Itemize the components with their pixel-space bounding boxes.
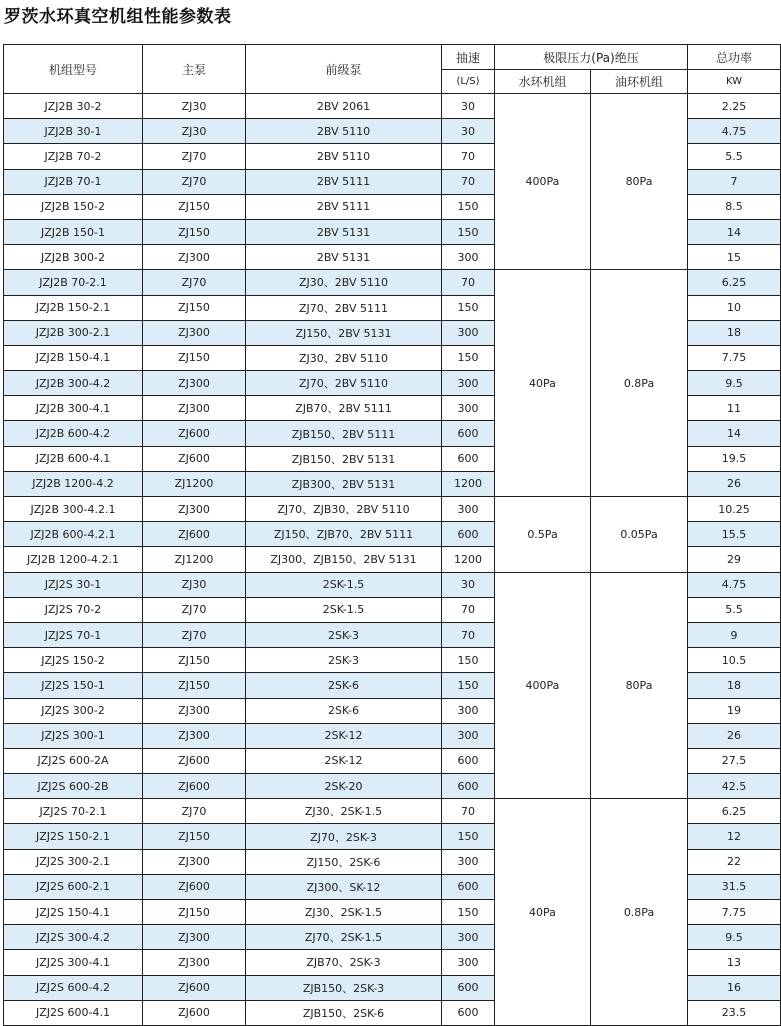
cell-model: JZJ2B 300-2: [4, 245, 143, 270]
cell-backing-pump: 2SK-3: [246, 648, 442, 673]
cell-power: 7: [688, 169, 781, 194]
cell-speed: 30: [442, 572, 495, 597]
cell-main-pump: ZJ300: [143, 698, 246, 723]
cell-main-pump: ZJ600: [143, 446, 246, 471]
cell-backing-pump: 2BV 2061: [246, 94, 442, 119]
cell-backing-pump: ZJ300、ZJB150、2BV 5131: [246, 547, 442, 572]
cell-model: JZJ2S 150-1: [4, 673, 143, 698]
cell-speed: 600: [442, 446, 495, 471]
cell-water-ring-pressure: 400Pa: [495, 572, 591, 799]
cell-speed: 70: [442, 169, 495, 194]
header-oil-ring: 油环机组: [591, 70, 688, 94]
cell-backing-pump: ZJ300、SK-12: [246, 874, 442, 899]
cell-power: 10.25: [688, 497, 781, 522]
cell-main-pump: ZJ150: [143, 900, 246, 925]
cell-backing-pump: 2SK-3: [246, 622, 442, 647]
cell-model: JZJ2B 150-4.1: [4, 345, 143, 370]
cell-speed: 600: [442, 1000, 495, 1025]
cell-main-pump: ZJ300: [143, 950, 246, 975]
cell-power: 19: [688, 698, 781, 723]
cell-model: JZJ2B 150-2.1: [4, 295, 143, 320]
cell-power: 14: [688, 421, 781, 446]
cell-backing-pump: 2SK-12: [246, 748, 442, 773]
cell-water-ring-pressure: 400Pa: [495, 94, 591, 270]
cell-speed: 300: [442, 245, 495, 270]
cell-speed: 600: [442, 975, 495, 1000]
cell-power: 16: [688, 975, 781, 1000]
cell-main-pump: ZJ1200: [143, 547, 246, 572]
cell-backing-pump: ZJ70、2SK-1.5: [246, 925, 442, 950]
cell-model: JZJ2S 300-4.1: [4, 950, 143, 975]
cell-main-pump: ZJ150: [143, 295, 246, 320]
cell-speed: 30: [442, 119, 495, 144]
cell-speed: 1200: [442, 547, 495, 572]
cell-backing-pump: ZJB150、2SK-3: [246, 975, 442, 1000]
cell-main-pump: ZJ300: [143, 371, 246, 396]
cell-speed: 150: [442, 900, 495, 925]
cell-model: JZJ2S 30-1: [4, 572, 143, 597]
cell-model: JZJ2S 300-4.2: [4, 925, 143, 950]
cell-power: 26: [688, 723, 781, 748]
cell-backing-pump: 2SK-1.5: [246, 597, 442, 622]
cell-power: 18: [688, 320, 781, 345]
cell-speed: 150: [442, 673, 495, 698]
header-model: 机组型号: [4, 45, 143, 94]
cell-power: 7.75: [688, 345, 781, 370]
cell-power: 9.5: [688, 925, 781, 950]
cell-speed: 70: [442, 597, 495, 622]
cell-speed: 70: [442, 144, 495, 169]
cell-water-ring-pressure: 40Pa: [495, 270, 591, 497]
cell-speed: 600: [442, 774, 495, 799]
cell-speed: 150: [442, 345, 495, 370]
cell-model: JZJ2S 70-2: [4, 597, 143, 622]
cell-oil-ring-pressure: 80Pa: [591, 94, 688, 270]
cell-power: 6.25: [688, 799, 781, 824]
cell-main-pump: ZJ300: [143, 925, 246, 950]
table-row: [4, 572, 781, 597]
cell-main-pump: ZJ30: [143, 572, 246, 597]
cell-main-pump: ZJ600: [143, 1000, 246, 1025]
cell-model: JZJ2S 150-2.1: [4, 824, 143, 849]
cell-model: JZJ2B 300-4.1: [4, 396, 143, 421]
cell-main-pump: ZJ150: [143, 824, 246, 849]
table-row: [4, 270, 781, 295]
spec-table: [3, 44, 781, 1026]
cell-main-pump: ZJ150: [143, 194, 246, 219]
cell-speed: 1200: [442, 471, 495, 496]
cell-backing-pump: 2SK-6: [246, 673, 442, 698]
cell-speed: 150: [442, 824, 495, 849]
cell-backing-pump: ZJ150、ZJB70、2BV 5111: [246, 522, 442, 547]
cell-model: JZJ2B 300-4.2.1: [4, 497, 143, 522]
cell-power: 23.5: [688, 1000, 781, 1025]
cell-main-pump: ZJ70: [143, 169, 246, 194]
cell-power: 18: [688, 673, 781, 698]
cell-model: JZJ2B 600-4.2.1: [4, 522, 143, 547]
cell-power: 10.5: [688, 648, 781, 673]
cell-model: JZJ2B 70-2.1: [4, 270, 143, 295]
cell-speed: 300: [442, 950, 495, 975]
cell-power: 14: [688, 219, 781, 244]
cell-model: JZJ2S 150-2: [4, 648, 143, 673]
cell-model: JZJ2B 1200-4.2: [4, 471, 143, 496]
header-backing-pump: 前级泵: [246, 45, 442, 94]
cell-speed: 600: [442, 748, 495, 773]
cell-backing-pump: 2BV 5131: [246, 245, 442, 270]
cell-power: 13: [688, 950, 781, 975]
cell-power: 12: [688, 824, 781, 849]
header-power-unit: KW: [688, 70, 781, 94]
cell-speed: 300: [442, 396, 495, 421]
cell-power: 15: [688, 245, 781, 270]
cell-main-pump: ZJ600: [143, 421, 246, 446]
cell-power: 6.25: [688, 270, 781, 295]
cell-main-pump: ZJ300: [143, 723, 246, 748]
cell-main-pump: ZJ300: [143, 497, 246, 522]
cell-water-ring-pressure: 40Pa: [495, 799, 591, 1026]
cell-model: JZJ2B 70-1: [4, 169, 143, 194]
cell-speed: 300: [442, 371, 495, 396]
cell-power: 4.75: [688, 119, 781, 144]
cell-power: 11: [688, 396, 781, 421]
cell-main-pump: ZJ600: [143, 975, 246, 1000]
cell-main-pump: ZJ70: [143, 597, 246, 622]
cell-speed: 300: [442, 849, 495, 874]
cell-speed: 150: [442, 219, 495, 244]
cell-speed: 600: [442, 874, 495, 899]
cell-main-pump: ZJ600: [143, 748, 246, 773]
cell-main-pump: ZJ150: [143, 345, 246, 370]
cell-power: 8.5: [688, 194, 781, 219]
cell-backing-pump: ZJ150、2SK-6: [246, 849, 442, 874]
cell-backing-pump: 2BV 5110: [246, 144, 442, 169]
cell-power: 29: [688, 547, 781, 572]
cell-speed: 300: [442, 723, 495, 748]
cell-backing-pump: ZJB150、2BV 5131: [246, 446, 442, 471]
cell-main-pump: ZJ30: [143, 94, 246, 119]
cell-oil-ring-pressure: 0.8Pa: [591, 270, 688, 497]
cell-backing-pump: 2SK-6: [246, 698, 442, 723]
cell-main-pump: ZJ300: [143, 396, 246, 421]
cell-speed: 300: [442, 925, 495, 950]
header-ultimate-pressure: 极限压力(Pa)绝压: [495, 45, 688, 70]
cell-speed: 70: [442, 270, 495, 295]
cell-oil-ring-pressure: 80Pa: [591, 572, 688, 799]
cell-main-pump: ZJ70: [143, 144, 246, 169]
cell-power: 7.75: [688, 900, 781, 925]
cell-backing-pump: ZJB70、2SK-3: [246, 950, 442, 975]
cell-backing-pump: 2SK-1.5: [246, 572, 442, 597]
cell-backing-pump: 2BV 5111: [246, 169, 442, 194]
cell-main-pump: ZJ1200: [143, 471, 246, 496]
cell-speed: 30: [442, 94, 495, 119]
cell-model: JZJ2B 150-1: [4, 219, 143, 244]
cell-backing-pump: ZJB300、2BV 5131: [246, 471, 442, 496]
cell-main-pump: ZJ70: [143, 799, 246, 824]
cell-oil-ring-pressure: 0.05Pa: [591, 497, 688, 573]
header-speed-unit: (L/S): [442, 70, 495, 94]
cell-power: 5.5: [688, 597, 781, 622]
cell-speed: 150: [442, 648, 495, 673]
cell-model: JZJ2S 600-4.2: [4, 975, 143, 1000]
cell-main-pump: ZJ300: [143, 849, 246, 874]
cell-power: 5.5: [688, 144, 781, 169]
cell-main-pump: ZJ150: [143, 219, 246, 244]
cell-model: JZJ2S 150-4.1: [4, 900, 143, 925]
cell-main-pump: ZJ300: [143, 320, 246, 345]
table-row: [4, 497, 781, 522]
cell-power: 31.5: [688, 874, 781, 899]
cell-backing-pump: ZJ70、2BV 5111: [246, 295, 442, 320]
cell-backing-pump: 2BV 5111: [246, 194, 442, 219]
cell-power: 4.75: [688, 572, 781, 597]
cell-model: JZJ2B 600-4.2: [4, 421, 143, 446]
cell-speed: 150: [442, 295, 495, 320]
cell-backing-pump: 2BV 5131: [246, 219, 442, 244]
header-main-pump: 主泵: [143, 45, 246, 94]
cell-backing-pump: 2BV 5110: [246, 119, 442, 144]
cell-model: JZJ2S 300-2: [4, 698, 143, 723]
cell-model: JZJ2S 600-4.1: [4, 1000, 143, 1025]
cell-speed: 600: [442, 522, 495, 547]
cell-main-pump: ZJ70: [143, 622, 246, 647]
table-row: [4, 94, 781, 119]
cell-main-pump: ZJ150: [143, 648, 246, 673]
cell-backing-pump: 2SK-20: [246, 774, 442, 799]
cell-power: 9: [688, 622, 781, 647]
cell-model: JZJ2B 1200-4.2.1: [4, 547, 143, 572]
cell-main-pump: ZJ600: [143, 874, 246, 899]
cell-speed: 70: [442, 799, 495, 824]
cell-main-pump: ZJ70: [143, 270, 246, 295]
cell-model: JZJ2B 30-2: [4, 94, 143, 119]
cell-backing-pump: ZJ30、2SK-1.5: [246, 900, 442, 925]
cell-power: 2.25: [688, 94, 781, 119]
cell-backing-pump: ZJ30、2BV 5110: [246, 345, 442, 370]
cell-speed: 300: [442, 698, 495, 723]
cell-backing-pump: ZJ30、2SK-1.5: [246, 799, 442, 824]
cell-backing-pump: ZJB70、2BV 5111: [246, 396, 442, 421]
cell-model: JZJ2B 30-1: [4, 119, 143, 144]
cell-main-pump: ZJ150: [143, 673, 246, 698]
cell-power: 19.5: [688, 446, 781, 471]
cell-model: JZJ2B 300-2.1: [4, 320, 143, 345]
cell-model: JZJ2B 70-2: [4, 144, 143, 169]
cell-speed: 600: [442, 421, 495, 446]
cell-backing-pump: ZJ70、2BV 5110: [246, 371, 442, 396]
cell-main-pump: ZJ600: [143, 774, 246, 799]
cell-power: 26: [688, 471, 781, 496]
cell-main-pump: ZJ600: [143, 522, 246, 547]
cell-model: JZJ2S 70-1: [4, 622, 143, 647]
cell-speed: 300: [442, 320, 495, 345]
header-power: 总功率: [688, 45, 781, 70]
cell-backing-pump: ZJ30、2BV 5110: [246, 270, 442, 295]
cell-backing-pump: 2SK-12: [246, 723, 442, 748]
cell-backing-pump: ZJB150、2SK-6: [246, 1000, 442, 1025]
cell-main-pump: ZJ300: [143, 245, 246, 270]
cell-backing-pump: ZJB150、2BV 5111: [246, 421, 442, 446]
header-speed: 抽速: [442, 45, 495, 70]
cell-model: JZJ2B 300-4.2: [4, 371, 143, 396]
cell-model: JZJ2B 600-4.1: [4, 446, 143, 471]
cell-main-pump: ZJ30: [143, 119, 246, 144]
header-water-ring: 水环机组: [495, 70, 591, 94]
cell-oil-ring-pressure: 0.8Pa: [591, 799, 688, 1026]
cell-model: JZJ2S 600-2B: [4, 774, 143, 799]
cell-model: JZJ2S 600-2A: [4, 748, 143, 773]
cell-water-ring-pressure: 0.5Pa: [495, 497, 591, 573]
cell-backing-pump: ZJ70、ZJB30、2BV 5110: [246, 497, 442, 522]
table-row: [4, 799, 781, 824]
cell-backing-pump: ZJ70、2SK-3: [246, 824, 442, 849]
cell-model: JZJ2S 300-2.1: [4, 849, 143, 874]
cell-model: JZJ2B 150-2: [4, 194, 143, 219]
cell-model: JZJ2S 70-2.1: [4, 799, 143, 824]
cell-speed: 300: [442, 497, 495, 522]
table-body: [4, 94, 781, 1026]
cell-model: JZJ2S 600-2.1: [4, 874, 143, 899]
cell-power: 9.5: [688, 371, 781, 396]
cell-model: JZJ2S 300-1: [4, 723, 143, 748]
cell-power: 15.5: [688, 522, 781, 547]
cell-power: 27.5: [688, 748, 781, 773]
cell-backing-pump: ZJ150、2BV 5131: [246, 320, 442, 345]
cell-speed: 150: [442, 194, 495, 219]
page-title: 罗茨水环真空机组性能参数表: [4, 7, 232, 27]
cell-power: 22: [688, 849, 781, 874]
cell-power: 42.5: [688, 774, 781, 799]
cell-power: 10: [688, 295, 781, 320]
cell-speed: 70: [442, 622, 495, 647]
